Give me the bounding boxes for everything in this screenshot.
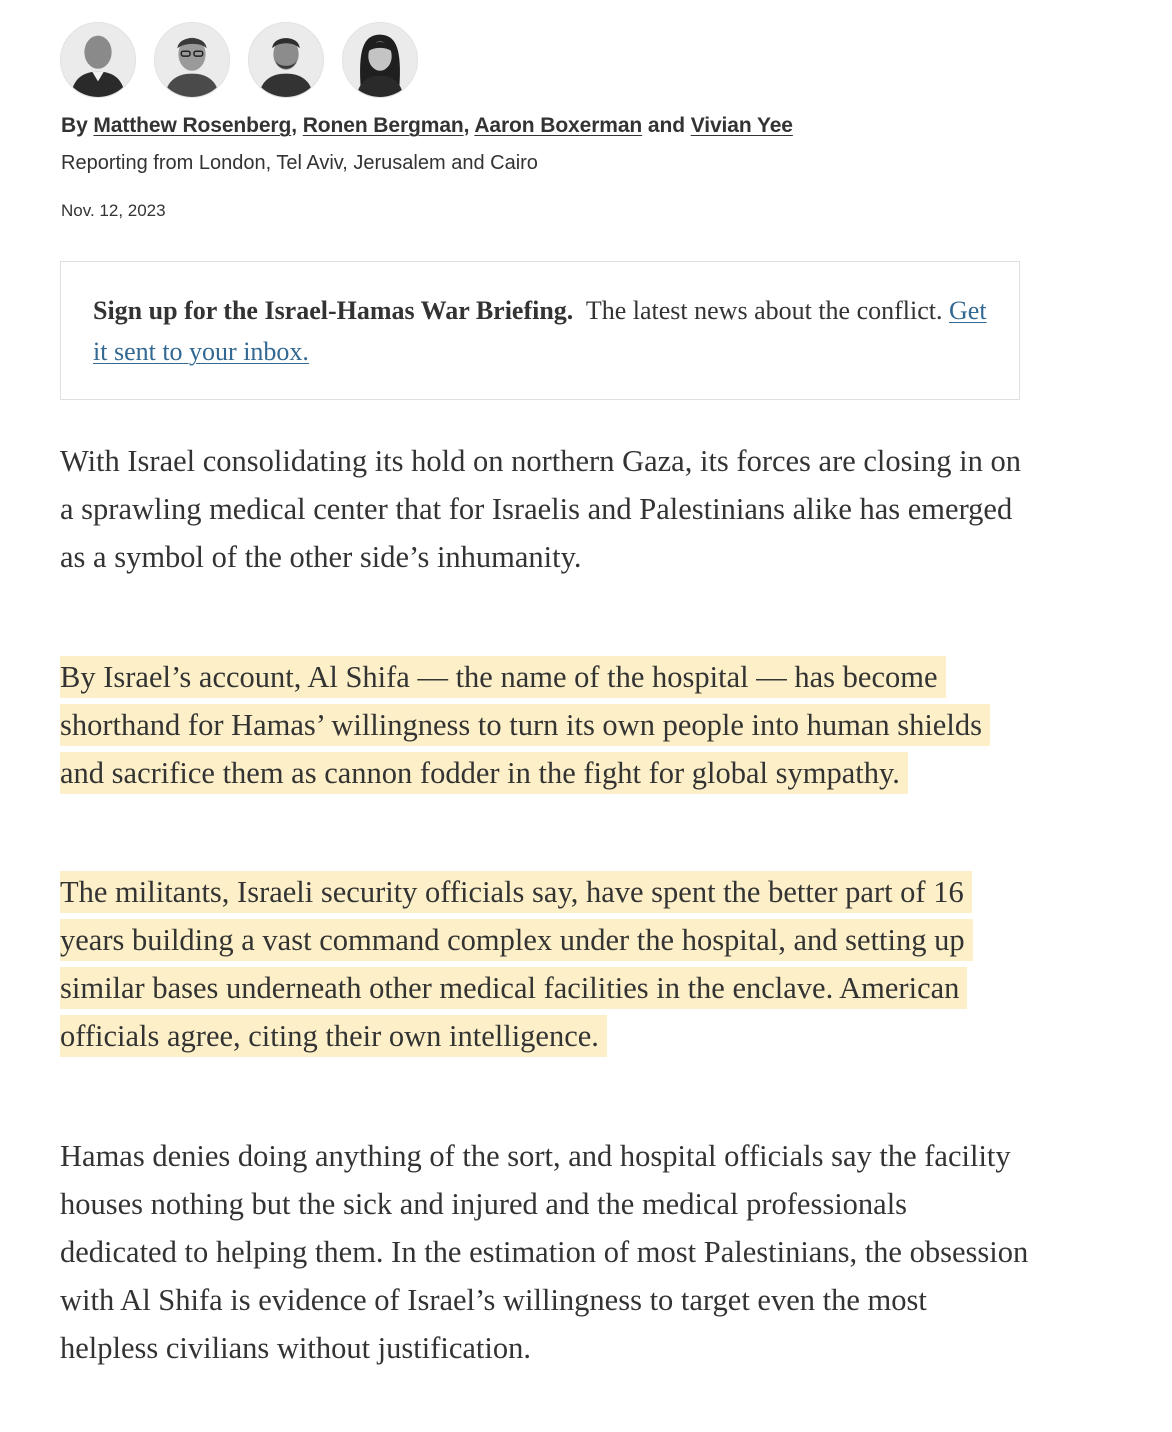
author-photo-icon xyxy=(61,23,135,97)
author-photo-icon xyxy=(155,23,229,97)
highlighted-text: The militants, Israeli security officials say, have spent the better part of 16 years building a vast command complex under the hospital, and setting up similar bases underneath other medical facilities in the enclave. American officials agree, citing their own intelligence. xyxy=(60,871,973,1057)
byline xyxy=(61,114,793,138)
article-paragraph-4 xyxy=(60,1132,1030,1372)
avatar-ronen-bergman[interactable] xyxy=(154,22,230,98)
avatar-vivian-yee[interactable] xyxy=(342,22,418,98)
byline-separator: , xyxy=(463,114,470,137)
author-link-ronen-bergman[interactable]: Ronen Bergman xyxy=(302,114,464,137)
article-paragraph-3 xyxy=(60,868,1030,1060)
publish-date: Nov. 12, 2023 xyxy=(61,201,166,220)
promo-signup-link[interactable]: Get it sent to your inbox. xyxy=(93,296,987,366)
avatar-matthew-rosenberg[interactable] xyxy=(60,22,136,98)
author-photo-icon xyxy=(343,23,417,97)
promo-text: The latest news about the conflict. xyxy=(585,296,943,325)
avatar-aaron-boxerman[interactable] xyxy=(248,22,324,98)
author-link-vivian-yee[interactable]: Vivian Yee xyxy=(690,114,793,137)
author-link-aaron-boxerman[interactable]: Aaron Boxerman xyxy=(474,114,643,137)
byline-conjunction: and xyxy=(647,114,685,137)
paragraph-text: Hamas denies doing anything of the sort, and hospital officials say the facility houses nothing but the sick and injured and the medical professionals dedicated to helping them. In the estimation of most Palestinians, the obsession with Al Shifa is evidence of Israel’s willingness to target even the most helpless civilians without justification. xyxy=(60,1139,1029,1365)
author-link-matthew-rosenberg[interactable]: Matthew Rosenberg xyxy=(93,114,292,137)
author-avatars xyxy=(60,22,418,98)
paragraph-text: With Israel consolidating its hold on northern Gaza, its forces are closing in on a sprawling medical center that for Israelis and Palestinians alike has emerged as a symbol of the other side’s inhumanity. xyxy=(60,444,1021,574)
author-photo-icon xyxy=(249,23,323,97)
article-paragraph-1 xyxy=(60,437,1030,581)
promo-headline: Sign up for the Israel-Hamas War Briefing. xyxy=(93,296,574,325)
article-paragraph-2 xyxy=(60,653,1030,797)
reporting-location: Reporting from London, Tel Aviv, Jerusalem and Cairo xyxy=(61,152,538,174)
byline-prefix: By xyxy=(61,114,88,137)
byline-separator: , xyxy=(291,114,297,137)
highlighted-text: By Israel’s account, Al Shifa — the name of the hospital — has become shorthand for Hamas’ willingness to turn its own people into human shields and sacrifice them as cannon fodder in the fight for global sympathy. xyxy=(60,656,990,794)
newsletter-promo xyxy=(60,261,1020,400)
